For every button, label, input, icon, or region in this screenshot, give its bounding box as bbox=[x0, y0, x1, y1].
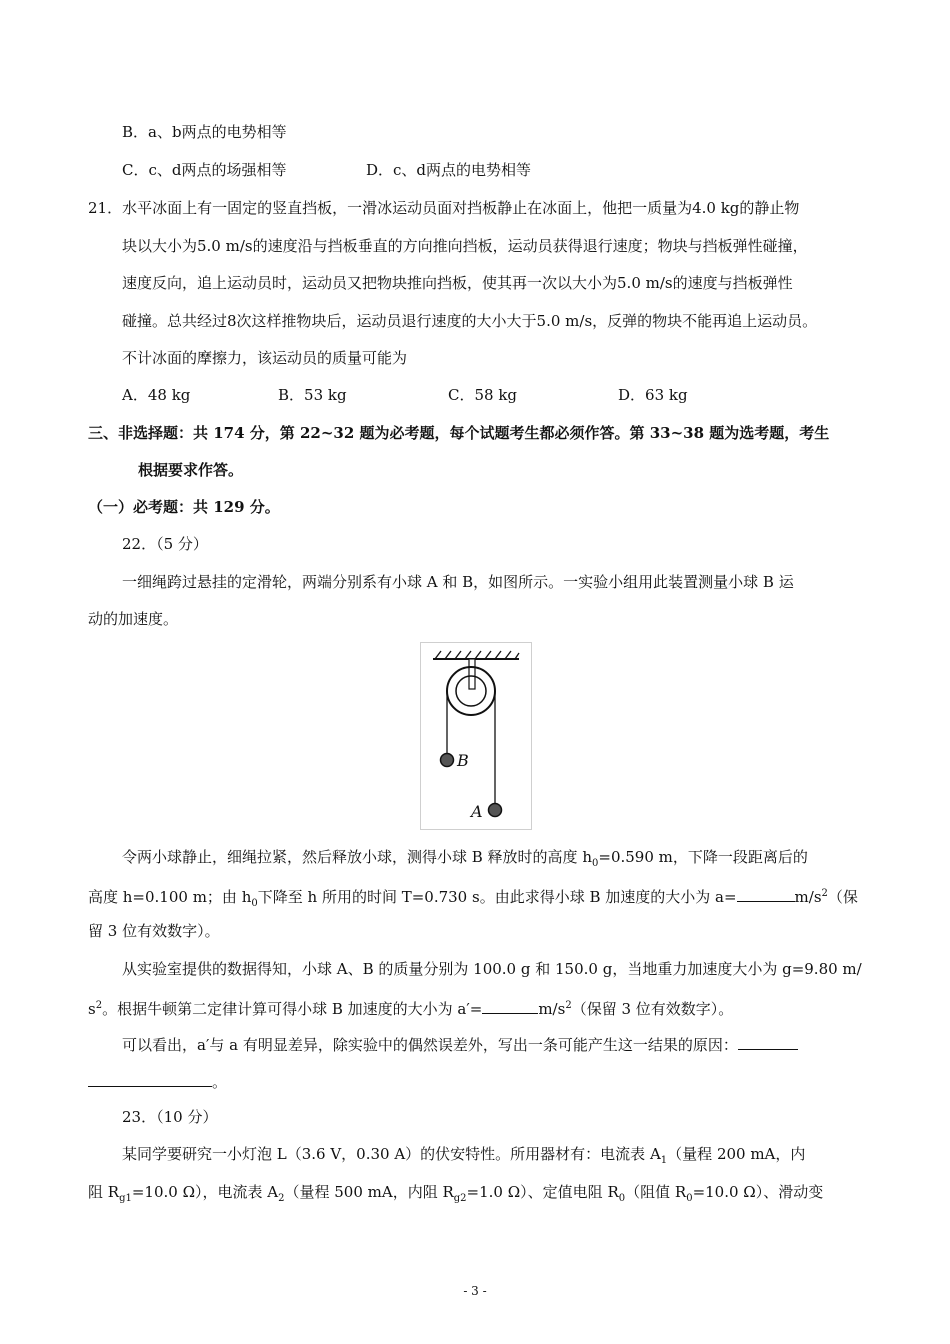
q23-line-2-sub-b: 2 bbox=[278, 1193, 285, 1204]
q22-para-5-a: s bbox=[88, 1000, 96, 1018]
q20-option-b: B．a、b两点的电势相等 bbox=[122, 123, 287, 141]
q22-para-2-b: 下降至 h 所用的时间 T=0.730 s。由此求得小球 B 加速度的大小为 a= bbox=[257, 888, 737, 906]
q22-para-5-sup-1: 2 bbox=[95, 1000, 103, 1011]
ball-a bbox=[489, 804, 502, 817]
ball-b bbox=[441, 754, 454, 767]
q20-option-c: C．c、d两点的场强相等 bbox=[122, 161, 287, 179]
q23-header: 23．（10 分） bbox=[122, 1108, 218, 1126]
q22-para-1 bbox=[122, 846, 808, 875]
q21-option-d: D．63 kg bbox=[618, 386, 688, 404]
q21-line-3: 速度反向，追上运动员时，运动员又把物块推向挡板，使其再一次以大小为5.0 m/s的速度与挡板弹性 bbox=[122, 274, 793, 292]
q22-para-5-d: （保留 3 位有效数字）。 bbox=[571, 1000, 734, 1018]
q22-para-1-sub: 0 bbox=[592, 858, 599, 869]
pulley-diagram bbox=[421, 643, 531, 829]
answer-blank-reason-2[interactable] bbox=[88, 1070, 212, 1087]
q23-line-2-f: =10.0 Ω）、滑动变 bbox=[692, 1183, 824, 1201]
answer-blank-reason-1[interactable] bbox=[738, 1033, 798, 1050]
page-number: - 3 - bbox=[463, 1284, 487, 1298]
q22-para-2 bbox=[88, 883, 858, 915]
q21-option-b: B．53 kg bbox=[278, 386, 347, 404]
q21-line-2: 块以大小为5.0 m/s的速度沿与挡板垂直的方向推向挡板，运动员获得退行速度；物块与挡板弹性碰撞， bbox=[122, 237, 808, 255]
q23-line-2-sub-c: g2 bbox=[453, 1193, 467, 1204]
q23-line-2-e: （阻值 R bbox=[625, 1183, 687, 1201]
q22-para-2-d: （保 bbox=[827, 888, 858, 906]
q22-para-5 bbox=[88, 995, 733, 1020]
q22-para-2-sub: 0 bbox=[251, 898, 258, 909]
q23-line-1-sub: 1 bbox=[660, 1155, 668, 1166]
label-a: A bbox=[471, 802, 483, 821]
q23-line-2-d: =1.0 Ω）、定值电阻 R bbox=[466, 1183, 619, 1201]
q22-header: 22．（5 分） bbox=[122, 535, 208, 553]
q23-line-2-sub-e: 0 bbox=[686, 1193, 693, 1204]
q22-para-4: 从实验室提供的数据得知，小球 A、B 的质量分别为 100.0 g 和 150.0 g，当地重力加速度大小为 g=9.80 m/ bbox=[122, 960, 862, 978]
q21-option-a: A．48 kg bbox=[122, 386, 191, 404]
q22-para-1-a: 令两小球静止，细绳拉紧，然后释放小球，测得小球 B 释放时的高度 h bbox=[122, 848, 592, 866]
q21-option-c: C．58 kg bbox=[448, 386, 518, 404]
ceiling bbox=[433, 651, 519, 659]
q23-line-1 bbox=[122, 1143, 805, 1172]
pulley-hanger bbox=[469, 659, 475, 689]
q22-para-1-b: =0.590 m，下降一段距离后的 bbox=[598, 848, 808, 866]
section-3-heading: 三、非选择题：共 174 分，第 22~32 题为必考题，每个试题考生都必须作答。第 33~38 题为选考题，考生 bbox=[88, 424, 830, 442]
q22-para-5-unit: m/s bbox=[538, 1000, 566, 1018]
q23-line-2-c: （量程 500 mA，内阻 R bbox=[284, 1183, 454, 1201]
q22-para-3: 留 3 位有效数字）。 bbox=[88, 922, 220, 940]
section-3-subheading: （一）必考题：共 129 分。 bbox=[88, 498, 280, 516]
q22-para-7 bbox=[88, 1070, 227, 1093]
label-b: B bbox=[457, 751, 469, 770]
q22-para-5-b: 。根据牛顿第二定律计算可得小球 B 加速度的大小为 a′= bbox=[102, 1000, 483, 1018]
answer-blank-a[interactable] bbox=[737, 885, 795, 902]
q21-line-1: 21．水平冰面上有一固定的竖直挡板，一滑冰运动员面对挡板静止在冰面上，他把一质量为4.0 kg的静止物 bbox=[88, 199, 800, 217]
q21-line-5: 不计冰面的摩擦力，该运动员的质量可能为 bbox=[122, 349, 408, 367]
q20-option-d: D．c、d两点的电势相等 bbox=[366, 161, 532, 179]
q22-para-2-unit: m/s bbox=[794, 888, 822, 906]
q23-line-2-a: 阻 R bbox=[88, 1183, 120, 1201]
q23-line-2-sub-a: g1 bbox=[119, 1193, 132, 1204]
q22-para-6-text: 可以看出，a′与 a 有明显差异，除实验中的偶然误差外，写出一条可能产生这一结果的原因： bbox=[122, 1036, 738, 1054]
q22-para-2-sup: 2 bbox=[821, 888, 828, 899]
q22-intro-1: 一细绳跨过悬挂的定滑轮，两端分别系有小球 A 和 B，如图所示。一实验小组用此装置测量小球 B 运 bbox=[122, 573, 794, 591]
q22-intro-2: 动的加速度。 bbox=[88, 610, 179, 628]
q23-line-1-a: 某同学要研究一小灯泡 L（3.6 V，0.30 A）的伏安特性。所用器材有：电流表 A bbox=[122, 1145, 661, 1163]
q22-para-2-a: 高度 h=0.100 m；由 h bbox=[88, 888, 252, 906]
pulley-figure bbox=[420, 642, 532, 830]
q22-para-5-sup-2: 2 bbox=[565, 1000, 572, 1011]
q23-line-1-b: （量程 200 mA，内 bbox=[667, 1145, 806, 1163]
q23-line-2-b: =10.0 Ω），电流表 A bbox=[131, 1183, 279, 1201]
q21-line-4: 碰撞。总共经过8次这样推物块后，运动员退行速度的大小大于5.0 m/s，反弹的物块不能再追上运动员。 bbox=[122, 312, 818, 330]
q22-para-6 bbox=[122, 1033, 798, 1056]
q22-para-7-end: 。 bbox=[212, 1073, 228, 1091]
section-3-heading-cont: 根据要求作答。 bbox=[138, 461, 244, 479]
answer-blank-a-prime[interactable] bbox=[482, 997, 538, 1014]
q23-line-2 bbox=[88, 1181, 823, 1210]
q23-line-2-sub-d: 0 bbox=[618, 1193, 626, 1204]
